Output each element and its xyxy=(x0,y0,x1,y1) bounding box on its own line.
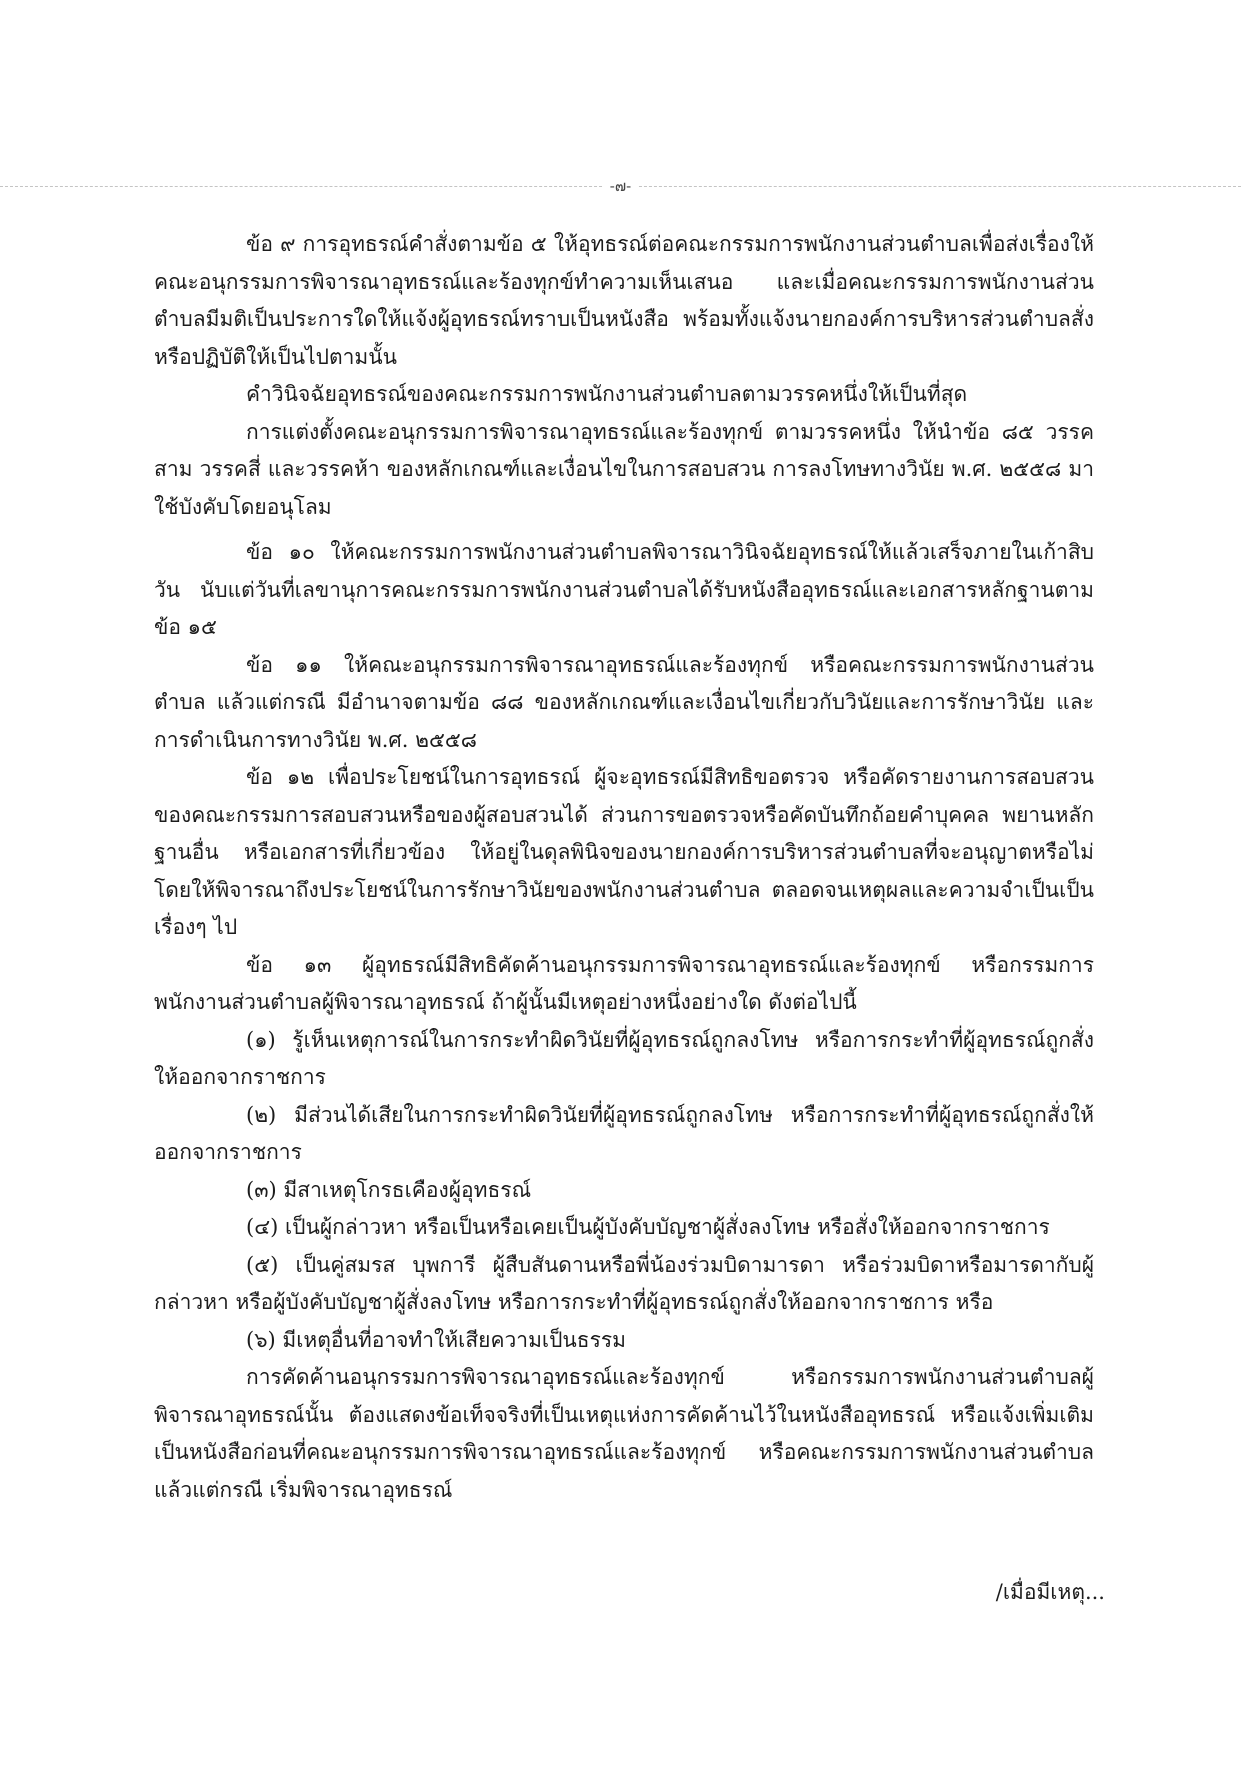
page-number-text: -๗- xyxy=(604,177,637,195)
list-item-4: (๔) เป็นผู้กล่าวหา หรือเป็นหรือเคยเป็นผู้บังคับบัญชาผู้สั่งลงโทษ หรือสั่งให้ออกจากราชการ xyxy=(246,1215,1050,1239)
paragraph-objection: การคัดค้านอนุกรรมการพิจารณาอุทธรณ์และร้องทุกข์ หรือกรรมการพนักงานส่วนตำบลผู้พิจารณาอุทธรณ์นั้น ต้องแสดงข้อเท็จจริงที่เป็นเหตุแห่งการคัดค้านไว้ในหนังสืออุทธรณ์ หรือแจ้งเพิ่มเติมเป็นหนังสือก่อนที่คณะอนุกรรมการพิจารณาอุทธรณ์และร้องทุกข์ หรือคณะกรรมการพนักงานส่วนตำบล แล้วแต่กรณี เริ่มพิจารณาอุทธรณ์ xyxy=(154,1365,1094,1502)
page-number xyxy=(0,174,1241,198)
paragraph-clause-13: ข้อ ๑๓ ผู้อุทธรณ์มีสิทธิคัดค้านอนุกรรมการพิจารณาอุทธรณ์และร้องทุกข์ หรือกรรมการพนักงานส่วนตำบลผู้พิจารณาอุทธรณ์ ถ้าผู้นั้นมีเหตุอย่างหนึ่งอย่างใด ดังต่อไปนี้ xyxy=(154,952,1094,1014)
list-item-5: (๕) เป็นคู่สมรส บุพการี ผู้สืบสันดานหรือพี่น้องร่วมบิดามารดา หรือร่วมบิดาหรือมารดากับผู้กล่าวหา หรือผู้บังคับบัญชาผู้สั่งลงโทษ หรือการกระทำที่ผู้อุทธรณ์ถูกสั่งให้ออกจากราชการ หรือ xyxy=(154,1252,1094,1314)
paragraph-clause-9: ข้อ ๙ การอุทธรณ์คำสั่งตามข้อ ๕ ให้อุทธรณ์ต่อคณะกรรมการพนักงานส่วนตำบลเพื่อส่งเรื่องให้คณะอนุกรรมการพิจารณาอุทธรณ์และร้องทุกข์ทำความเห็นเสนอ และเมื่อคณะกรรมการพนักงานส่วนตำบลมีมติเป็นประการใดให้แจ้งผู้อุทธรณ์ทราบเป็นหนังสือ พร้อมทั้งแจ้งนายกองค์การบริหารส่วนตำบลสั่งหรือปฏิบัติให้เป็นไปตามนั้น xyxy=(154,232,1094,369)
list-item-3: (๓) มีสาเหตุโกรธเคืองผู้อุทธรณ์ xyxy=(246,1177,532,1202)
paragraph-clause-9-appointment: การแต่งตั้งคณะอนุกรรมการพิจารณาอุทธรณ์และร้องทุกข์ ตามวรรคหนึ่ง ให้นำข้อ ๘๕ วรรคสาม วรรคสี่ และวรรคห้า ของหลักเกณฑ์และเงื่อนไขในการสอบสวน การลงโทษทางวินัย พ.ศ. ๒๕๕๘ มาใช้บังคับโดยอนุโลม xyxy=(154,419,1094,519)
document-body xyxy=(154,226,1094,1509)
list-item-2: (๒) มีส่วนได้เสียในการกระทำผิดวินัยที่ผู้อุทธรณ์ถูกลงโทษ หรือการกระทำที่ผู้อุทธรณ์ถูกสั่งให้ออกจากราชการ xyxy=(154,1102,1094,1164)
continuation-marker: /เมื่อมีเหตุ... xyxy=(995,1580,1105,1604)
paragraph-clause-12: ข้อ ๑๒ เพื่อประโยชน์ในการอุทธรณ์ ผู้จะอุทธรณ์มีสิทธิขอตรวจ หรือคัดรายงานการสอบสวนของคณะกรรมการสอบสวนหรือของผู้สอบสวนได้ ส่วนการขอตรวจหรือคัดบันทึกถ้อยคำบุคคล พยานหลักฐานอื่น หรือเอกสารที่เกี่ยวข้อง ให้อยู่ในดุลพินิจของนายกองค์การบริหารส่วนตำบลที่จะอนุญาตหรือไม่ โดยให้พิจารณาถึงประโยชน์ในการรักษาวินัยของพนักงานส่วนตำบล ตลอดจนเหตุผลและความจำเป็นเป็นเรื่องๆ ไป xyxy=(154,765,1094,939)
list-item-6: (๖) มีเหตุอื่นที่อาจทำให้เสียความเป็นธรรม xyxy=(246,1327,626,1352)
paragraph-clause-9-final: คำวินิจฉัยอุทธรณ์ของคณะกรรมการพนักงานส่วนตำบลตามวรรคหนึ่งให้เป็นที่สุด xyxy=(246,382,968,406)
paragraph-clause-10: ข้อ ๑๐ ให้คณะกรรมการพนักงานส่วนตำบลพิจารณาวินิจฉัยอุทธรณ์ให้แล้วเสร็จภายในเก้าสิบวัน นับแต่วันที่เลขานุการคณะกรรมการพนักงานส่วนตำบลได้รับหนังสืออุทธรณ์และเอกสารหลักฐานตามข้อ ๑๕ xyxy=(154,540,1094,639)
list-item-1: (๑) รู้เห็นเหตุการณ์ในการกระทำผิดวินัยที่ผู้อุทธรณ์ถูกลงโทษ หรือการกระทำที่ผู้อุทธรณ์ถูกสั่งให้ออกจากราชการ xyxy=(154,1027,1094,1089)
paragraph-clause-11: ข้อ ๑๑ ให้คณะอนุกรรมการพิจารณาอุทธรณ์และร้องทุกข์ หรือคณะกรรมการพนักงานส่วนตำบล แล้วแต่กรณี มีอำนาจตามข้อ ๘๘ ของหลักเกณฑ์และเงื่อนไขเกี่ยวกับวินัยและการรักษาวินัย และการดำเนินการทางวินัย พ.ศ. ๒๕๕๘ xyxy=(154,652,1094,752)
